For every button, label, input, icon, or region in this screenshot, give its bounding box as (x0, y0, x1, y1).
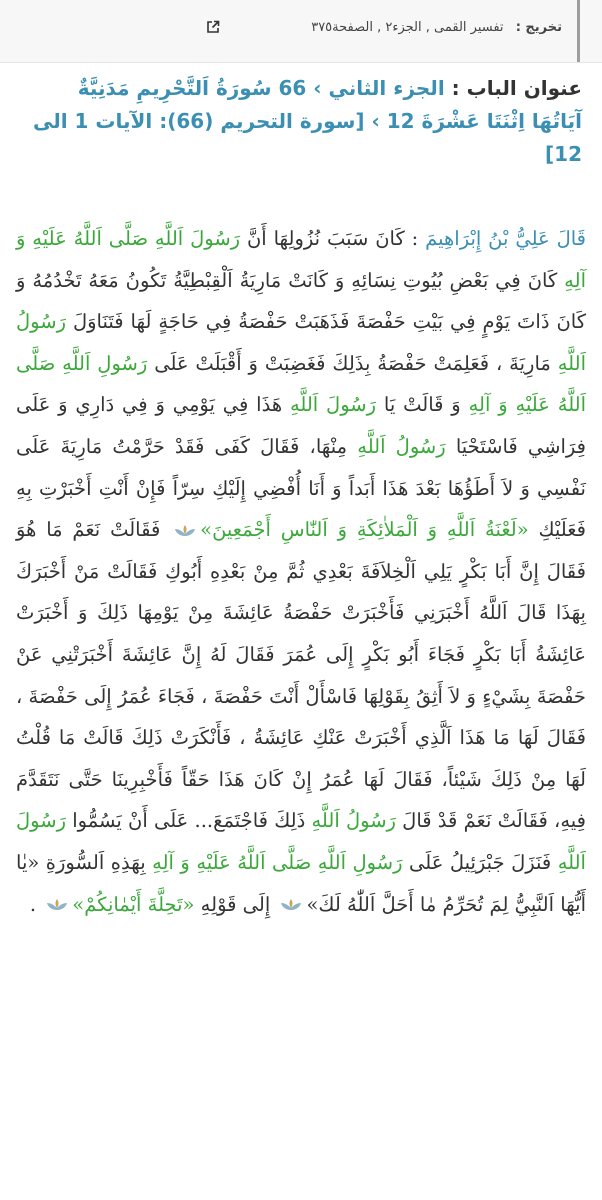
highlighted-phrase[interactable]: رَسُولُ اَللَّهِ (311, 809, 396, 833)
source-reference (311, 20, 562, 35)
hadith-segment: : كَانَ سَبَبَ نُزُولِهَا أَنَّ (240, 227, 426, 250)
quran-verse-icon[interactable] (174, 524, 196, 538)
source-sep: , (421, 20, 435, 35)
highlighted-phrase[interactable]: رَسُولَ اَللَّهِ صَلَّى اَللَّهُ عَلَيْهِ وَ آلِهِ (16, 227, 586, 292)
hadith-text (16, 218, 586, 925)
highlighted-phrase[interactable]: رَسُولِ اَللَّهِ صَلَّى اَللَّهُ عَلَيْهِ وَ آلِهِ (16, 351, 587, 417)
hadith-segment: بِهَذِهِ اَلسُّورَةِ (39, 850, 153, 874)
highlighted-phrase[interactable]: رَسُولُ اَللَّهِ (16, 310, 586, 375)
chapter-title-text[interactable]: الجزء الثاني › 66 سُورَةُ اَلتَّحْرِيمِ مَدَنِيَّةٌ آيَاتُهَا اِثْنَتَا عَشْرَةَ 12 › [سورة التحريم (66): الآيات 1 الى 12] (32, 76, 582, 166)
highlighted-phrase[interactable]: رَسُولُ اَللَّهِ (357, 434, 446, 458)
highlighted-phrase[interactable]: رَسُولَ اَللَّهِ (289, 393, 377, 417)
hadith-segment: هَذَا فِي يَوْمِي وَ فِي دَارِي وَ عَلَى فِرَاشِي فَاسْتَحْيَا (16, 393, 587, 458)
hadith-segment: ذَلِكَ فَاجْتَمَعَ... عَلَى أَنْ يَسُمُّوا (66, 809, 312, 833)
source-page[interactable]: الصفحة٣٧٥ (311, 20, 373, 35)
quran-verse-icon[interactable] (280, 898, 302, 912)
hadith-segment: وَ قَالَتْ يَا (376, 393, 469, 417)
narrator-name[interactable]: قَالَ عَلِيُّ بْنُ إِبْرَاهِيمَ (425, 227, 586, 250)
hadith-segment: إِلَى قَوْلِهِ (194, 892, 277, 916)
hadith-segment: . (29, 892, 43, 916)
source-label: تخريج : (515, 20, 562, 35)
source-sep: , (372, 20, 386, 35)
highlighted-phrase[interactable]: «تَحِلَّةَ أَيْمٰانِكُمْ» (72, 892, 195, 916)
chapter-title (22, 72, 582, 171)
quran-verse-icon[interactable] (46, 898, 68, 912)
source-bar (0, 0, 602, 63)
hadith-segment: «يٰا أَيُّهَا اَلنَّبِيُّ لِمَ تُحَرِّمُ مٰا أَحَلَّ اَللّٰهُ لَكَ» (16, 850, 586, 916)
source-book[interactable]: تفسير القمی (434, 20, 504, 35)
hadith-segment: فَنَزَلَ جَبْرَئِيلُ عَلَى (402, 850, 558, 874)
highlighted-phrase[interactable]: رَسُولِ اَللَّهِ صَلَّى اَللَّهُ عَلَيْهِ وَ آلِهِ (152, 850, 403, 874)
hadith-segment: مَارِيَةَ ، فَعَلِمَتْ حَفْصَةُ بِذَلِكَ فَغَضِبَتْ وَ أَقْبَلَتْ عَلَى (147, 351, 558, 375)
accent-line (577, 0, 580, 62)
chapter-title-label: عنوان الباب : (451, 76, 582, 100)
hadith-segment: مِنْهَا، فَقَالَ كَفَى فَقَدْ حَرَّمْتُ مَارِيَةَ عَلَى نَفْسِي وَ لاَ أَطَؤُهَا بَعْدَ هَذَا أَبَداً وَ أَنَا أُفْضِي إِلَيْكِ سِرّاً فَإِنْ أَنْتِ أَخْبَرْتِ بِهِ فَعَلَيْكِ (16, 434, 586, 542)
external-link-icon[interactable] (206, 20, 220, 34)
source-part[interactable]: الجزء٢ (385, 20, 422, 35)
highlighted-phrase[interactable]: رَسُولَ اَللَّهِ (16, 809, 586, 874)
hadith-segment: فَقَالَتْ نَعَمْ مَا هُوَ فَقَالَ إِنَّ أَبَا بَكْرٍ يَلِي اَلْخِلاَفَةَ بَعْدِي ثُمَّ مِنْ بَعْدِهِ أَبُوكِ فَقَالَتْ مَنْ أَخْبَرَكَ بِهَذَا قَالَ اَللَّهُ أَخْبَرَنِي فَأَخْبَرَتْ حَفْصَةُ عَائِشَةَ مِنْ يَوْمِهَا ذَلِكَ وَ أَخْبَرَتْ عَائِشَةُ أَبَا بَكْرٍ فَجَاءَ أَبُو بَكْرٍ إِلَى عُمَرَ فَقَالَ لَهُ إِنَّ عَائِشَةَ أَخْبَرَتْنِي عَنْ حَفْصَةَ بِشَيْءٍ وَ لاَ أَثِقُ بِقَوْلِهَا فَاسْأَلْ أَنْتَ حَفْصَةَ ، فَجَاءَ عُمَرُ إِلَى حَفْصَةَ ، فَقَالَ لَهَا مَا هَذَا اَلَّذِي أَخْبَرَتْ عَنْكِ عَائِشَةُ ، فَأَنْكَرَتْ ذَلِكَ قَالَتْ مَا قُلْتُ لَهَا مِنْ ذَلِكَ شَيْئاً، فَقَالَ لَهَا عُمَرُ إِنْ كَانَ هَذَا حَقّاً فَأَخْبِرِينَا حَتَّى نَتَقَدَّمَ فِيهِ، فَقَالَتْ نَعَمْ قَدْ قَالَ (16, 518, 586, 833)
hadith-segment: كَانَ فِي بَعْضِ بُيُوتِ نِسَائِهِ وَ كَانَتْ مَارِيَةُ اَلْقِبْطِيَّةُ تَكُونُ مَعَهُ تَخْدُمُهُ وَ كَانَ ذَاتَ يَوْمٍ فِي بَيْتِ حَفْصَةَ فَذَهَبَتْ حَفْصَةُ فِي حَاجَةٍ لَهَا فَتَنَاوَلَ (16, 268, 586, 334)
highlighted-phrase[interactable]: «لَعْنَةُ اَللَّهِ وَ اَلْمَلاٰئِكَةِ وَ اَلنّٰاسِ أَجْمَعِينَ» (200, 518, 529, 542)
